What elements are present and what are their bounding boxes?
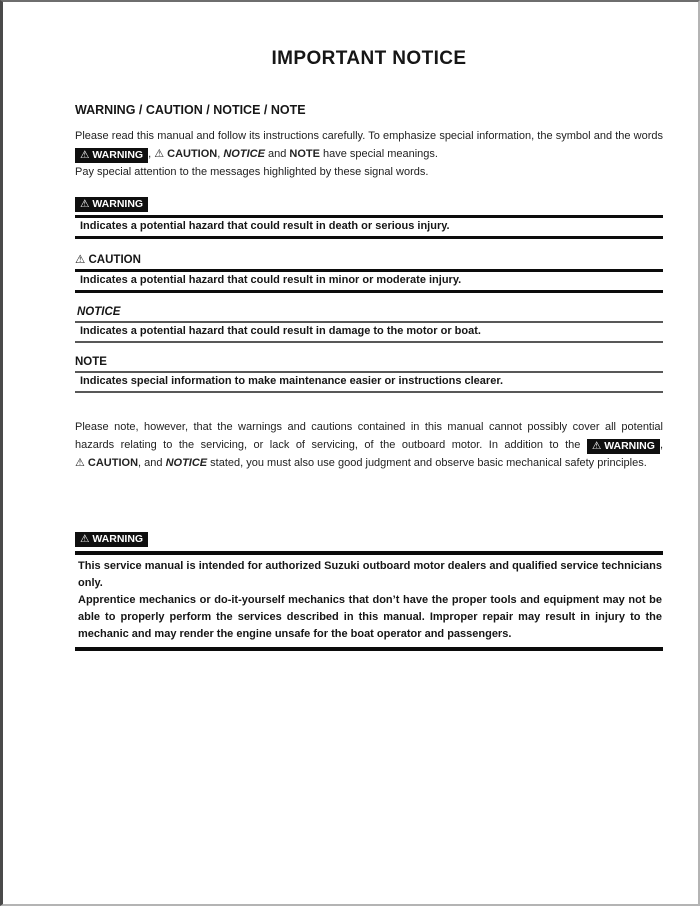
caution-header	[75, 252, 663, 266]
text-segment: ,	[217, 148, 224, 161]
notice-label: NOTICE	[165, 457, 208, 470]
note-header	[75, 356, 663, 368]
text-segment: and	[264, 148, 290, 161]
notice-label: NOTICE	[223, 148, 265, 161]
warning-badge: ⚠ WARNING	[587, 439, 660, 454]
notice-definition: Indicates a potential hazard that could result in damage to the motor or boat.	[75, 321, 663, 343]
dealer-warning-header	[75, 532, 663, 547]
text-segment: Pay special attention to the messages highlighted by these signal words.	[75, 166, 429, 179]
warning-badge: ⚠ WARNING	[75, 148, 148, 163]
signal-section-warning	[75, 197, 663, 239]
caution-label: ⚠ CAUTION	[154, 148, 218, 161]
warning-badge: ⚠ WARNING	[75, 532, 148, 547]
text-segment: ,	[659, 439, 663, 452]
warning-badge: ⚠ WARNING	[75, 197, 148, 212]
dealer-warning-paragraph: Apprentice mechanics or do-it-yourself mechanics that don’t have the proper tools and equipment may not be able to properly perform the services described in this manual. Improper repair may result in injury to the mechanic and may render the engine unsafe for the boat operator and passengers.	[78, 594, 662, 641]
middle-paragraph	[75, 418, 663, 472]
caution-label: ⚠ CAUTION	[75, 457, 139, 470]
signal-section-caution	[75, 252, 663, 293]
caution-label: ⚠ CAUTION	[75, 254, 141, 267]
caution-definition: Indicates a potential hazard that could result in minor or moderate injury.	[75, 269, 663, 293]
signal-section-note	[75, 356, 663, 393]
text-segment: have special meanings.	[319, 148, 438, 161]
dealer-warning-box	[75, 532, 663, 651]
note-definition: Indicates special information to make maintenance easier or instructions clearer.	[75, 371, 663, 393]
text-segment: stated, you must also use good judgment and observe basic mechanical safety principles.	[207, 457, 647, 470]
text-segment: ,	[148, 148, 155, 161]
section-heading: WARNING / CAUTION / NOTICE / NOTE	[75, 103, 306, 117]
notice-label: NOTICE	[77, 306, 121, 319]
text-segment: Please read this manual and follow its instructions carefully. To emphasize special information, the symbol and the words	[75, 130, 663, 143]
dealer-warning-text	[75, 551, 663, 651]
dealer-warning-paragraph: This service manual is intended for authorized Suzuki outboard motor dealers and qualified service technicians only.	[78, 560, 662, 590]
warning-header	[75, 197, 663, 212]
signal-section-notice	[75, 306, 663, 343]
note-label: NOTE	[289, 148, 320, 161]
text-segment: , and	[138, 457, 166, 470]
warning-definition: Indicates a potential hazard that could result in death or serious injury.	[75, 215, 663, 239]
notice-header	[75, 306, 663, 318]
intro-paragraph	[75, 127, 663, 181]
text-segment: Please note, however, that the warnings and cautions contained in this manual cannot possibly cover all potential hazards relating to the servicing, or lack of servicing, of the outboard motor. In addition to the	[75, 421, 663, 452]
page-title: IMPORTANT NOTICE	[271, 48, 467, 69]
note-label: NOTE	[75, 356, 107, 369]
